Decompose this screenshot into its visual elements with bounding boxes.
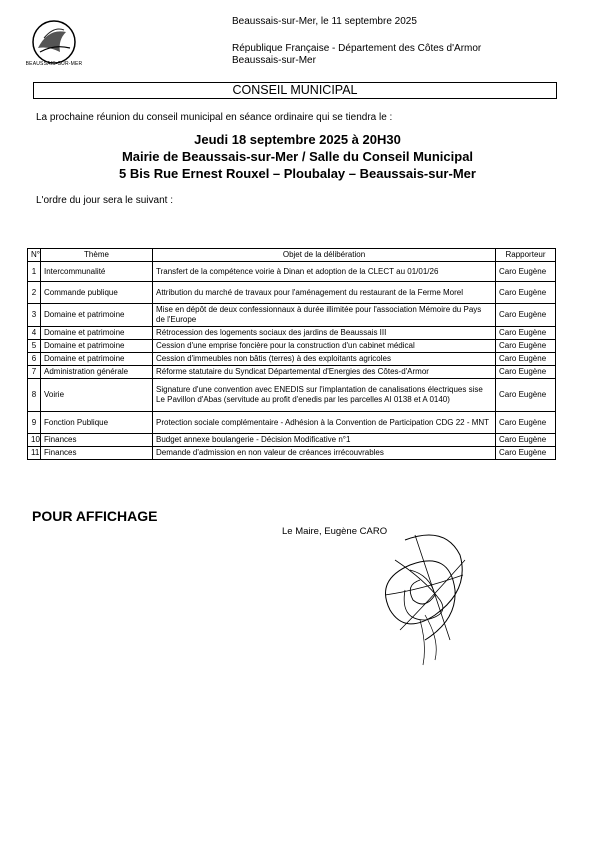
- row-rapporteur: Caro Eugène: [496, 412, 556, 434]
- signature-line: Le Maire, Eugène CARO: [282, 526, 388, 537]
- row-rapporteur: Caro Eugène: [496, 379, 556, 412]
- table-row: [28, 262, 556, 282]
- meeting-address: 5 Bis Rue Ernest Rouxel – Ploubalay – Beaussais-sur-Mer: [119, 166, 476, 181]
- header-objet: Objet de la délibération: [153, 249, 496, 262]
- mayor-signature: [365, 520, 475, 670]
- row-theme: Finances: [41, 447, 153, 460]
- row-objet: Demande d'admission en non valeur de créances irrécouvrables: [153, 447, 496, 460]
- row-rapporteur: Caro Eugène: [496, 304, 556, 327]
- republic-line: République Française - Département des Côtes d'Armor: [232, 43, 482, 54]
- row-objet: Cession d'immeubles non bâtis (terres) à des exploitants agricoles: [153, 353, 496, 366]
- pour-affichage: POUR AFFICHAGE: [32, 508, 158, 524]
- row-rapporteur: Caro Eugène: [496, 353, 556, 366]
- table-row: [28, 447, 556, 460]
- row-theme: Domaine et patrimoine: [41, 353, 153, 366]
- table-row: [28, 412, 556, 434]
- table-row: [28, 282, 556, 304]
- title-box: [33, 82, 557, 99]
- row-rapporteur: Caro Eugène: [496, 327, 556, 340]
- row-objet: Réforme statutaire du Syndicat Départemental d'Energies des Côtes-d'Armor: [153, 366, 496, 379]
- row-objet: Budget annexe boulangerie - Décision Modificative n°1: [153, 434, 496, 447]
- agenda-table: [27, 248, 556, 460]
- row-rapporteur: Caro Eugène: [496, 340, 556, 353]
- meeting-place: Mairie de Beaussais-sur-Mer / Salle du Conseil Municipal: [121, 149, 474, 164]
- row-objet: Transfert de la compétence voirie à Dinan et adoption de la CLECT au 01/01/26: [153, 262, 496, 282]
- row-theme: Voirie: [41, 379, 153, 412]
- meeting-date: Jeudi 18 septembre 2025 à 20H30: [194, 132, 401, 147]
- ordre-du-jour-label: L'ordre du jour sera le suivant :: [36, 195, 173, 206]
- row-theme: Fonction Publique: [41, 412, 153, 434]
- row-number: 8: [28, 379, 41, 412]
- page-title: CONSEIL MUNICIPAL: [232, 83, 358, 97]
- row-objet: Cession d'une emprise foncière pour la construction d'un cabinet médical: [153, 340, 496, 353]
- row-theme: Administration générale: [41, 366, 153, 379]
- row-rapporteur: Caro Eugène: [496, 262, 556, 282]
- date-line: Beaussais-sur-Mer, le 11 septembre 2025: [232, 16, 417, 27]
- table-row: [28, 353, 556, 366]
- row-theme: Finances: [41, 434, 153, 447]
- row-number: 11: [28, 447, 41, 460]
- table-row: [28, 304, 556, 327]
- row-objet: Protection sociale complémentaire - Adhésion à la Convention de Participation CDG 22 - MNT: [153, 412, 496, 434]
- header-num: N°: [28, 249, 41, 262]
- row-number: 4: [28, 327, 41, 340]
- row-objet: Attribution du marché de travaux pour l'aménagement du restaurant de la Ferme Morel: [153, 282, 496, 304]
- row-number: 7: [28, 366, 41, 379]
- row-theme: Commande publique: [41, 282, 153, 304]
- row-rapporteur: Caro Eugène: [496, 366, 556, 379]
- row-objet: Signature d'une convention avec ENEDIS sur l'implantation de canalisations électriques sise Le Pavillon d'Abas (servitude au profit d'enedis par les parcelles AI 0138 et A 0140): [153, 379, 496, 412]
- commune-line: Beaussais-sur-Mer: [232, 55, 316, 66]
- logo-text: BEAUSSAIS-SUR-MER: [25, 61, 83, 67]
- table-row: [28, 434, 556, 447]
- header-rapporteur: Rapporteur: [496, 249, 556, 262]
- row-objet: Mise en dépôt de deux confessionnaux à durée illimitée pour l'association Mémoire du Pays de l'Europe: [153, 304, 496, 327]
- row-rapporteur: Caro Eugène: [496, 434, 556, 447]
- row-number: 1: [28, 262, 41, 282]
- row-theme: Domaine et patrimoine: [41, 327, 153, 340]
- table-row: [28, 340, 556, 353]
- table-row: [28, 366, 556, 379]
- row-number: 5: [28, 340, 41, 353]
- header-theme: Thème: [41, 249, 153, 262]
- intro-text: La prochaine réunion du conseil municipal en séance ordinaire qui se tiendra le :: [36, 112, 393, 123]
- row-number: 6: [28, 353, 41, 366]
- row-number: 3: [28, 304, 41, 327]
- table-header-row: [28, 249, 556, 262]
- row-number: 2: [28, 282, 41, 304]
- row-rapporteur: Caro Eugène: [496, 282, 556, 304]
- table-row: [28, 327, 556, 340]
- row-theme: Domaine et patrimoine: [41, 304, 153, 327]
- row-objet: Rétrocession des logements sociaux des jardins de Beaussais III: [153, 327, 496, 340]
- row-theme: Intercommunalité: [41, 262, 153, 282]
- row-number: 9: [28, 412, 41, 434]
- row-number: 10: [28, 434, 41, 447]
- row-theme: Domaine et patrimoine: [41, 340, 153, 353]
- table-row: [28, 379, 556, 412]
- row-rapporteur: Caro Eugène: [496, 447, 556, 460]
